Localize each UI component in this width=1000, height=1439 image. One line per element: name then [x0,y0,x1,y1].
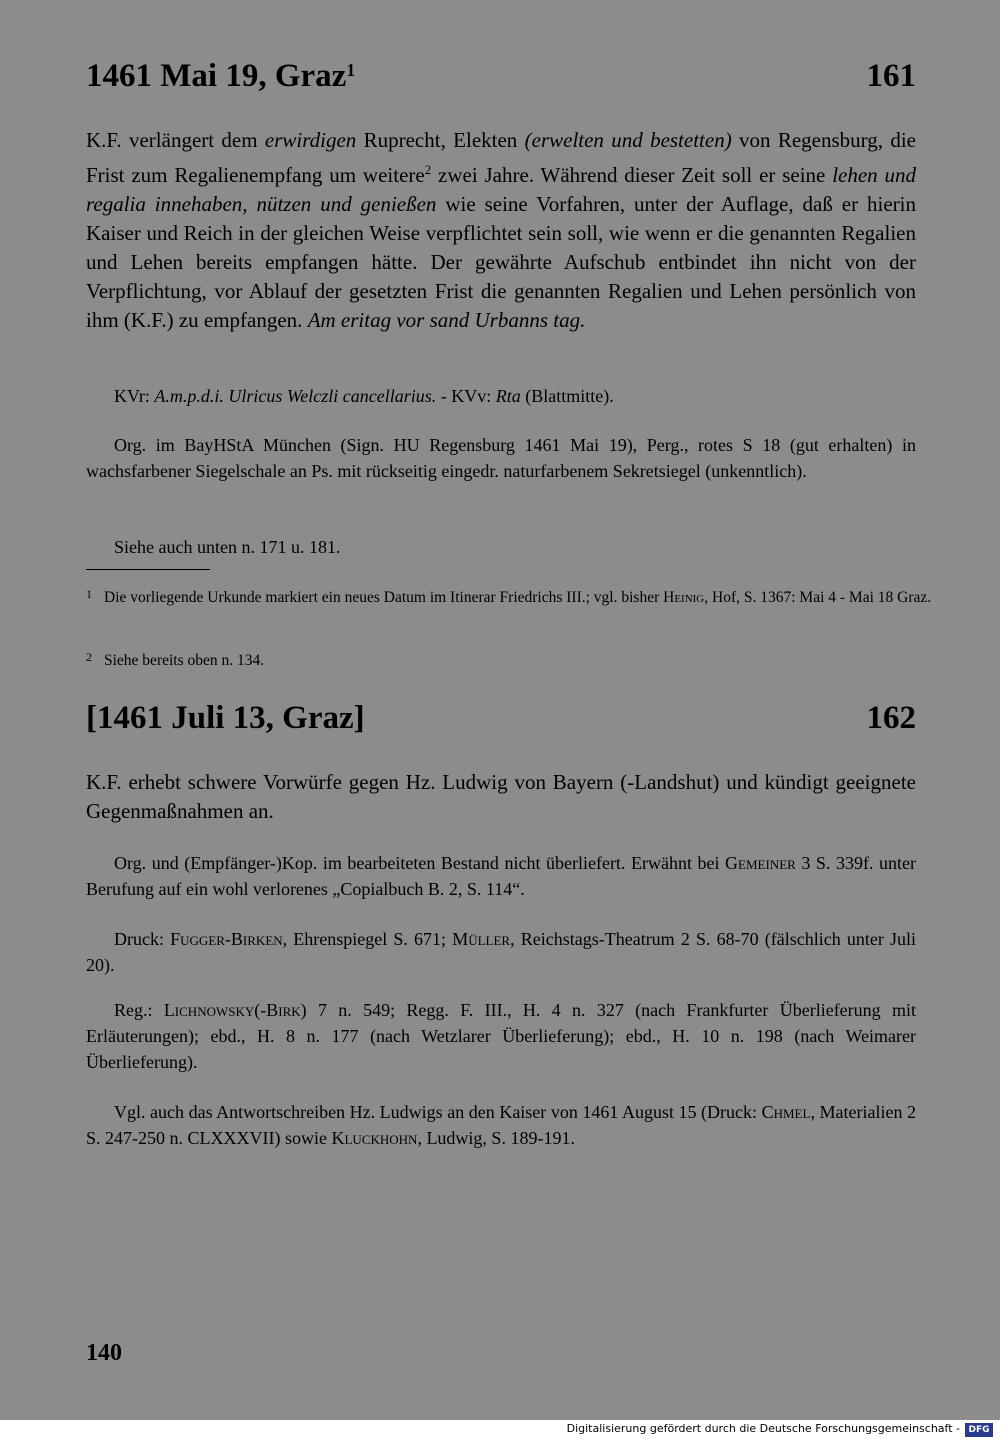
dfg-logo-icon: DFG [965,1423,993,1437]
page-number: 140 [86,1340,122,1366]
entry-162-heading [86,700,916,736]
entry-161-cross-reference: Siehe auch unten n. 171 u. 181. [114,537,341,557]
entry-162-abstract: K.F. erhebt schwere Vorwürfe gegen Hz. Ludwig von Bayern (-Landshut) und kündigt geeignete Gegenmaßnahmen an. [86,770,916,823]
footnote-1: 1 Die vorliegende Urkunde markiert ein neues Datum im Itinerar Friedrichs III.; vgl. bisher Heinig, Hof, S. 1367: Mai 4 - Mai 18 Graz. [86,587,932,606]
footnote-ref-1: 1 [346,60,356,80]
entry-161-original: Org. im BayHStA München (Sign. HU Regensburg 1461 Mai 19), Perg., rotes S 18 (gut erhalten) in wachsfarbener Siegelschale an Ps. mit rückseitig eingedr. naturfarbenem Sekretsiegel (unkenntlich). [86,435,916,481]
footnote-ref-2: 2 [424,162,432,177]
entry-162-vergleiche: Vgl. auch das Antwortschreiben Hz. Ludwigs an den Kaiser von 1461 August 15 (Druck: Chmel, Materialien 2 S. 247-250 n. CLXXXVII) sowie Kluckhohn, Ludwig, S. 189-191. [86,1102,916,1148]
entry-161-heading [86,58,916,94]
footnote-divider [86,569,210,570]
entry-162-druck: Druck: Fugger-Birken, Ehrenspiegel S. 671; Müller, Reichstags-Theatrum 2 S. 68-70 (fälschlich unter Juli 20). [86,929,916,975]
entry-162-date: [1461 Juli 13, Graz] [86,700,365,736]
entry-161-number: 161 [866,58,916,94]
entry-161-date: 1461 Mai 19, Graz$^1$ [86,58,356,94]
footnote-2: 2 Siehe bereits oben n. 134. [86,650,265,669]
entry-162-regesten: Reg.: Lichnowsky(-Birk) 7 n. 549; Regg. F. III., H. 4 n. 327 (nach Frankfurter Überlieferung mit Erläuterungen); ebd., H. 8 n. 177 (nach Wetzlarer Überlieferung); ebd., H. 10 n. 198 (nach Weimarer Überlieferung). [86,1000,916,1072]
entry-161-kanzleivermerk: KVr: A.m.p.d.i. Ulricus Welczli cancellarius. - KVv: Rta (Blattmitte). [114,386,614,406]
footer-credit: Digitalisierung gefördert durch die Deutsche Forschungsgemeinschaft - [566,1422,960,1435]
entry-162-number: 162 [866,700,916,736]
entry-162-original: Org. und (Empfänger-)Kop. im bearbeiteten Bestand nicht überliefert. Erwähnt bei Gemeiner 3 S. 339f. unter Berufung auf ein wohl verlorenes „Copialbuch B. 2, S. 114“. [86,853,916,899]
entry-161-abstract: K.F. verlängert dem erwirdigen Ruprecht, Elekten (erwelten und bestetten) von Regensburg, die Frist zum Regalienempfang um weitere$^2$ zwei Jahre. Während dieser Zeit soll er seine lehen und regalia innehaben, nützen und genießen wie seine Vorfahren, unter der Auflage, daß er hierin Kaiser und Reich in der gleichen Weise verpflichtet sein soll, wie wenn er die genannten Regalien und Lehen bereits empfangen hätte. Der gewährte Aufschub entbindet ihn nicht von der Verpflichtung, vor Ablauf der gesetzten Frist die genannten Regalien und Lehen persönlich von ihm (K.F.) zu empfangen. Am eritag vor sand Urbanns tag. [86,128,917,332]
